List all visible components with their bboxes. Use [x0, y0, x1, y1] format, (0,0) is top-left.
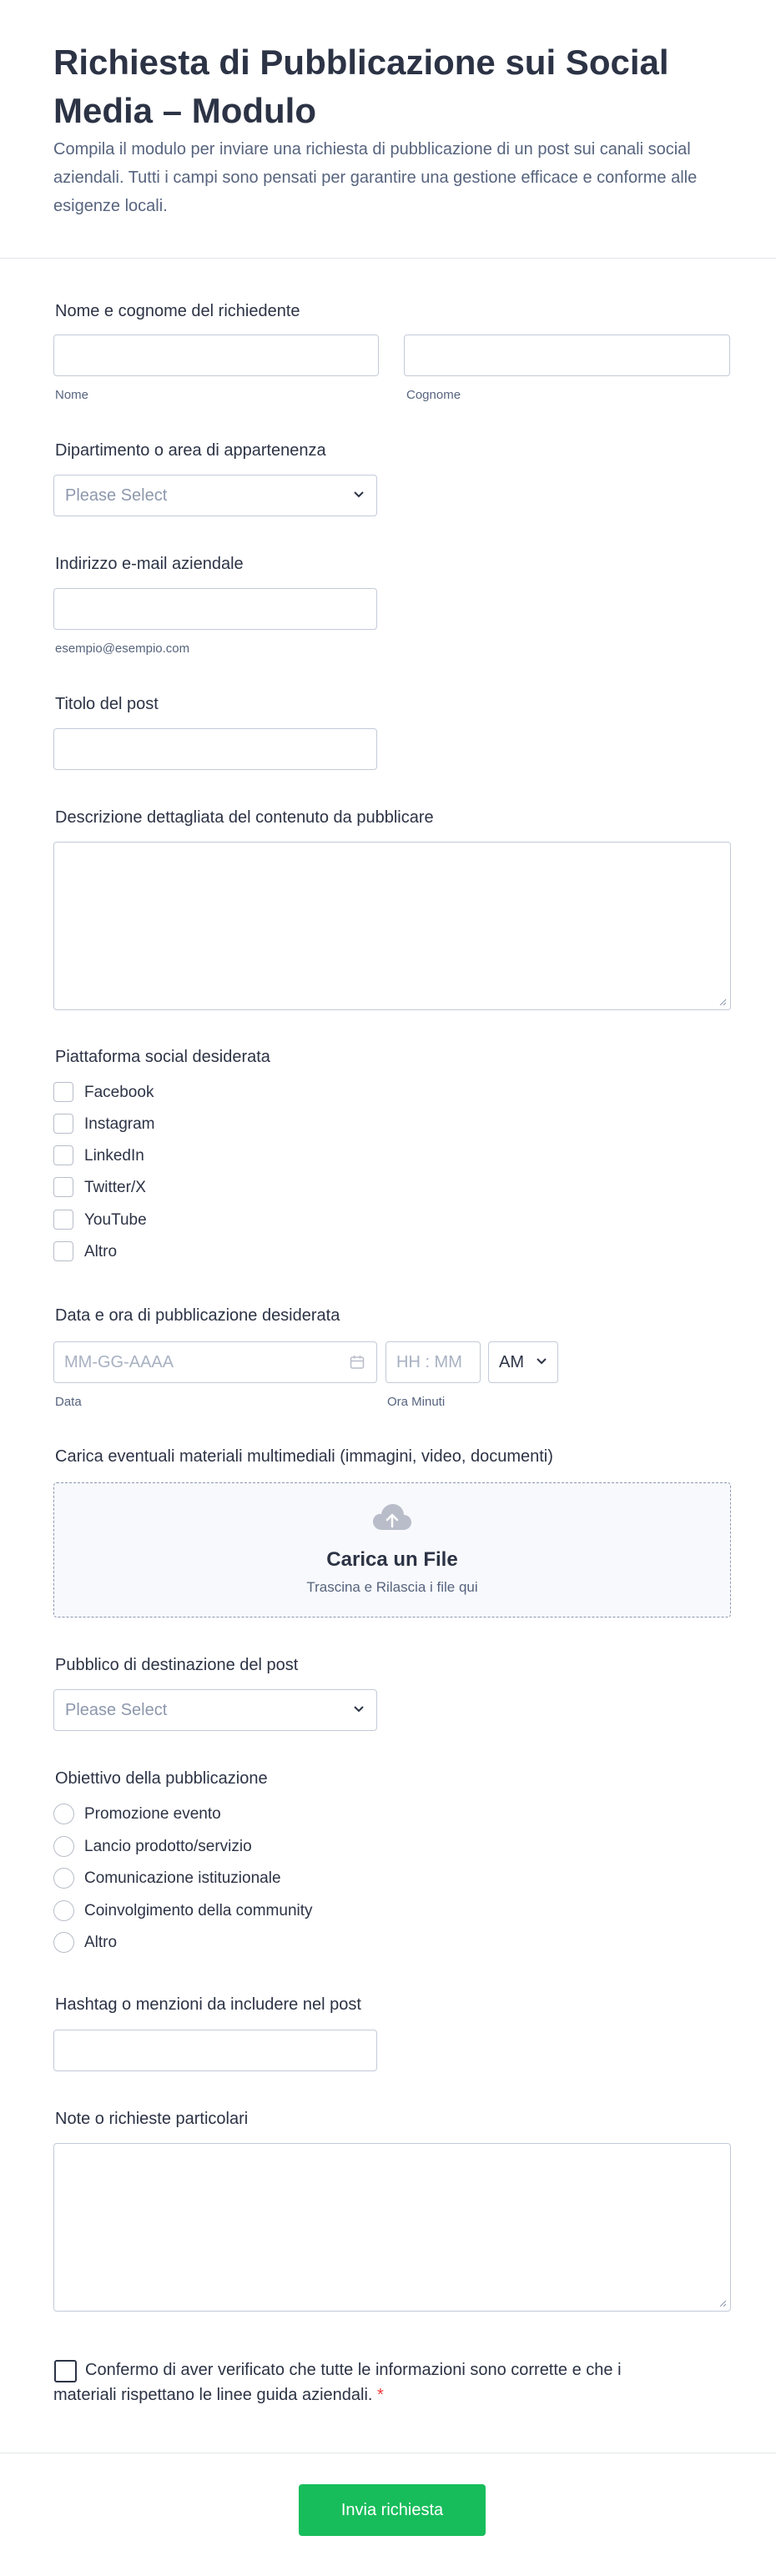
date-sublabel: Data: [55, 1395, 82, 1409]
platform-option-label: Twitter/X: [84, 1179, 146, 1196]
confirm-label: [53, 2357, 671, 2407]
confirm-text: Confermo di aver verificato che tutte le informazioni sono corrette e che i materiali rispettano le linee guida aziendali.: [53, 2361, 622, 2404]
radio-button[interactable]: [53, 1804, 74, 1824]
first-name-input[interactable]: [53, 335, 379, 376]
checkbox[interactable]: [53, 1177, 73, 1197]
chevron-down-icon: [353, 1705, 365, 1713]
calendar-icon[interactable]: [350, 1355, 365, 1370]
radio-button[interactable]: [53, 1836, 74, 1857]
notes-textarea[interactable]: [53, 2143, 731, 2312]
radio-button[interactable]: [53, 1868, 74, 1889]
platform-option-label: LinkedIn: [84, 1147, 144, 1165]
objective-option-label: Altro: [84, 1934, 118, 1951]
hashtags-input[interactable]: [53, 2030, 377, 2071]
platform-option-label: Facebook: [84, 1084, 154, 1101]
department-select[interactable]: [53, 475, 377, 516]
ampm-select[interactable]: [488, 1341, 558, 1383]
upload-title: Carica un File: [326, 1548, 458, 1571]
email-sublabel: esempio@esempio.com: [55, 641, 190, 656]
objective-label: Obiettivo della pubblicazione: [55, 1769, 268, 1788]
form-title: Richiesta di Pubblicazione sui Social Media – Modulo: [53, 43, 669, 130]
form-subtitle: Compila il modulo per inviare una richiesta di pubblicazione di un post sui canali social aziendali. Tutti i campi sono pensati per garantire una gestione efficace e conforme alle esigenze locali.: [53, 140, 698, 215]
audience-select-value: Please Select: [65, 1701, 168, 1719]
platform-option-label: YouTube: [84, 1211, 147, 1229]
file-upload-dropzone[interactable]: [53, 1482, 731, 1618]
checkbox[interactable]: [53, 1210, 73, 1230]
checkbox[interactable]: [53, 1082, 73, 1102]
radio-button[interactable]: [53, 1900, 74, 1921]
ampm-value: AM: [499, 1353, 524, 1371]
description-textarea[interactable]: [53, 842, 731, 1010]
time-input[interactable]: [385, 1341, 481, 1383]
checkbox[interactable]: [53, 1114, 73, 1134]
date-placeholder: MM-GG-AAAA: [64, 1353, 174, 1371]
platforms-label: Piattaforma social desiderata: [55, 1048, 270, 1066]
required-mark: *: [377, 2386, 384, 2404]
hashtags-label: Hashtag o menzioni da includere nel post: [55, 1995, 361, 2014]
chevron-down-icon: [536, 1357, 547, 1366]
upload-label: Carica eventuali materiali multimediali (immagini, video, documenti): [55, 1447, 553, 1466]
department-label: Dipartimento o area di appartenenza: [55, 441, 326, 460]
time-placeholder: HH : MM: [396, 1353, 462, 1371]
department-select-value: Please Select: [65, 486, 168, 505]
audience-select[interactable]: [53, 1689, 377, 1731]
resize-handle-icon[interactable]: [718, 2299, 727, 2307]
date-input[interactable]: [53, 1341, 377, 1383]
checkbox[interactable]: [53, 1145, 73, 1165]
submit-button[interactable]: Invia richiesta: [299, 2484, 486, 2536]
resize-handle-icon[interactable]: [718, 998, 727, 1006]
platform-option-label: Instagram: [84, 1115, 155, 1133]
email-field[interactable]: [53, 588, 377, 630]
objective-option-label: Comunicazione istituzionale: [84, 1869, 281, 1887]
platform-option-label: Altro: [84, 1243, 118, 1260]
last-name-sublabel: Cognome: [406, 388, 461, 402]
checkbox[interactable]: [53, 1241, 73, 1261]
description-label: Descrizione dettagliata del contenuto da pubblicare: [55, 808, 434, 827]
objective-option-label: Coinvolgimento della community: [84, 1902, 313, 1919]
form-header: [0, 0, 776, 259]
objective-option-label: Promozione evento: [84, 1805, 221, 1823]
objective-option-label: Lancio prodotto/servizio: [84, 1838, 252, 1855]
post-title-label: Titolo del post: [55, 695, 159, 713]
audience-label: Pubblico di destinazione del post: [55, 1656, 299, 1674]
chevron-down-icon: [353, 491, 365, 499]
first-name-sublabel: Nome: [55, 388, 89, 402]
time-sublabel: Ora Minuti: [387, 1395, 446, 1409]
upload-hint: Trascina e Rilascia i file qui: [306, 1579, 478, 1595]
datetime-label: Data e ora di pubblicazione desiderata: [55, 1306, 340, 1325]
last-name-input[interactable]: [404, 335, 730, 376]
cloud-upload-icon: [371, 1502, 413, 1535]
post-title-input[interactable]: [53, 728, 377, 770]
email-label: Indirizzo e-mail aziendale: [55, 555, 244, 573]
notes-label: Note o richieste particolari: [55, 2110, 249, 2128]
name-label: Nome e cognome del richiedente: [55, 302, 300, 320]
radio-button[interactable]: [53, 1932, 74, 1953]
